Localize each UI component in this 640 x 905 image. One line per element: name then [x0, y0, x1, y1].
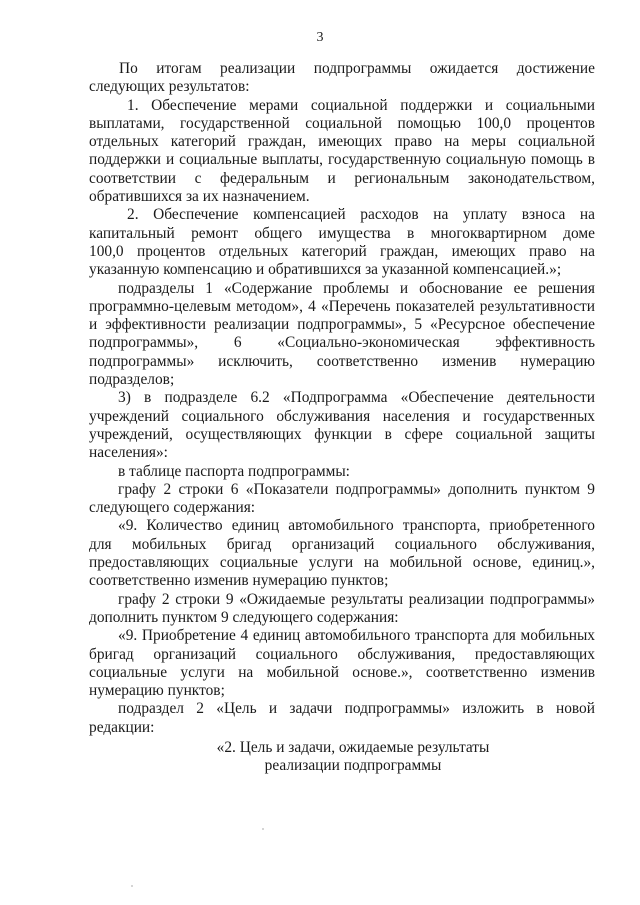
- text-line: соответствии с федеральным и региональным законодательством,: [89, 169, 595, 187]
- text-line: подразделы 1 «Содержание проблемы и обоснование ее решения: [118, 279, 595, 297]
- text-line: указанную компенсацию и обратившихся за указанной компенсацией.»;: [89, 261, 562, 279]
- text-line: следующего содержания:: [89, 499, 256, 517]
- heading-line: «2. Цель и задачи, ожидаемые результаты: [216, 738, 490, 756]
- text-line: учреждений, осуществляющих функции в сфере социальной защиты: [89, 425, 595, 443]
- text-line: отдельных категорий граждан, имеющих право на меры социальной: [89, 133, 595, 151]
- text-line: следующих результатов:: [89, 78, 250, 96]
- text-line: По итогам реализации подпрограммы ожидается достижение: [119, 60, 595, 77]
- text-line: выплатами, государственной социальной помощью 100,0 процентов: [89, 114, 595, 132]
- text-line: графу 2 строки 6 «Показатели подпрограммы» дополнить пунктом 9: [118, 480, 595, 498]
- text-line: бригад организаций социального обслуживания, предоставляющих: [89, 645, 595, 663]
- text-line: капитальный ремонт общего имущества в многоквартирном доме: [89, 224, 595, 242]
- text-line: «9. Количество единиц автомобильного транспорта, приобретенного: [118, 517, 595, 535]
- text-line: обратившихся за их назначением.: [89, 188, 310, 206]
- document-body: [89, 60, 595, 776]
- text-line: 3) в подразделе 6.2 «Подпрограмма «Обеспечение деятельности: [118, 389, 595, 407]
- text-line: подпрограммы», 6 «Социально-экономическая эффективность: [89, 334, 595, 352]
- page-number: 3: [316, 30, 324, 45]
- text-line: предоставляющих социальные услуги на мобильной основе, единиц.»,: [89, 554, 595, 572]
- text-line: подпрограммы» исключить, соответственно изменив нумерацию: [89, 352, 595, 370]
- text-line: графу 2 строки 9 «Ожидаемые результаты реализации подпрограммы»: [118, 590, 595, 608]
- heading-line: реализации подпрограммы: [264, 757, 442, 775]
- text-line: поддержки и социальные выплаты, государственную социальную помощь в: [89, 151, 595, 169]
- text-line: дополнить пунктом 9 следующего содержания:: [89, 608, 399, 626]
- text-line: 1. Обеспечение мерами социальной поддержки и социальными: [127, 96, 595, 114]
- text-line: населения»:: [89, 444, 168, 462]
- text-line: учреждений социального обслуживания населения и государственных: [89, 407, 595, 425]
- text-line: соответственно изменив нумерацию пунктов;: [89, 572, 389, 590]
- text-line: 2. Обеспечение компенсацией расходов на уплату взноса на: [127, 206, 595, 224]
- text-line: подраздел 2 «Цель и задачи подпрограммы» изложить в новой: [118, 700, 595, 718]
- text-line: для мобильных бригад организаций социального обслуживания,: [89, 535, 595, 553]
- text-line: и эффективности реализации подпрограммы», 5 «Ресурсное обеспечение: [89, 316, 595, 334]
- text-line: нумерацию пунктов;: [89, 682, 225, 700]
- scan-speck: [131, 885, 133, 887]
- text-line: 100,0 процентов отдельных категорий граждан, имеющих право на: [89, 242, 595, 260]
- text-line: «9. Приобретение 4 единиц автомобильного транспорта для мобильных: [118, 627, 595, 645]
- text-line: программно-целевым методом», 4 «Перечень показателей результативности: [89, 297, 595, 315]
- text-line: редакции:: [89, 718, 155, 736]
- scan-speck: [262, 828, 264, 830]
- text-line: социальные услуги на мобильной основе.», соответственно изменив: [89, 663, 595, 681]
- text-line: в таблице паспорта подпрограммы:: [118, 462, 350, 480]
- text-line: подразделов;: [89, 371, 175, 389]
- section-heading: [89, 739, 595, 776]
